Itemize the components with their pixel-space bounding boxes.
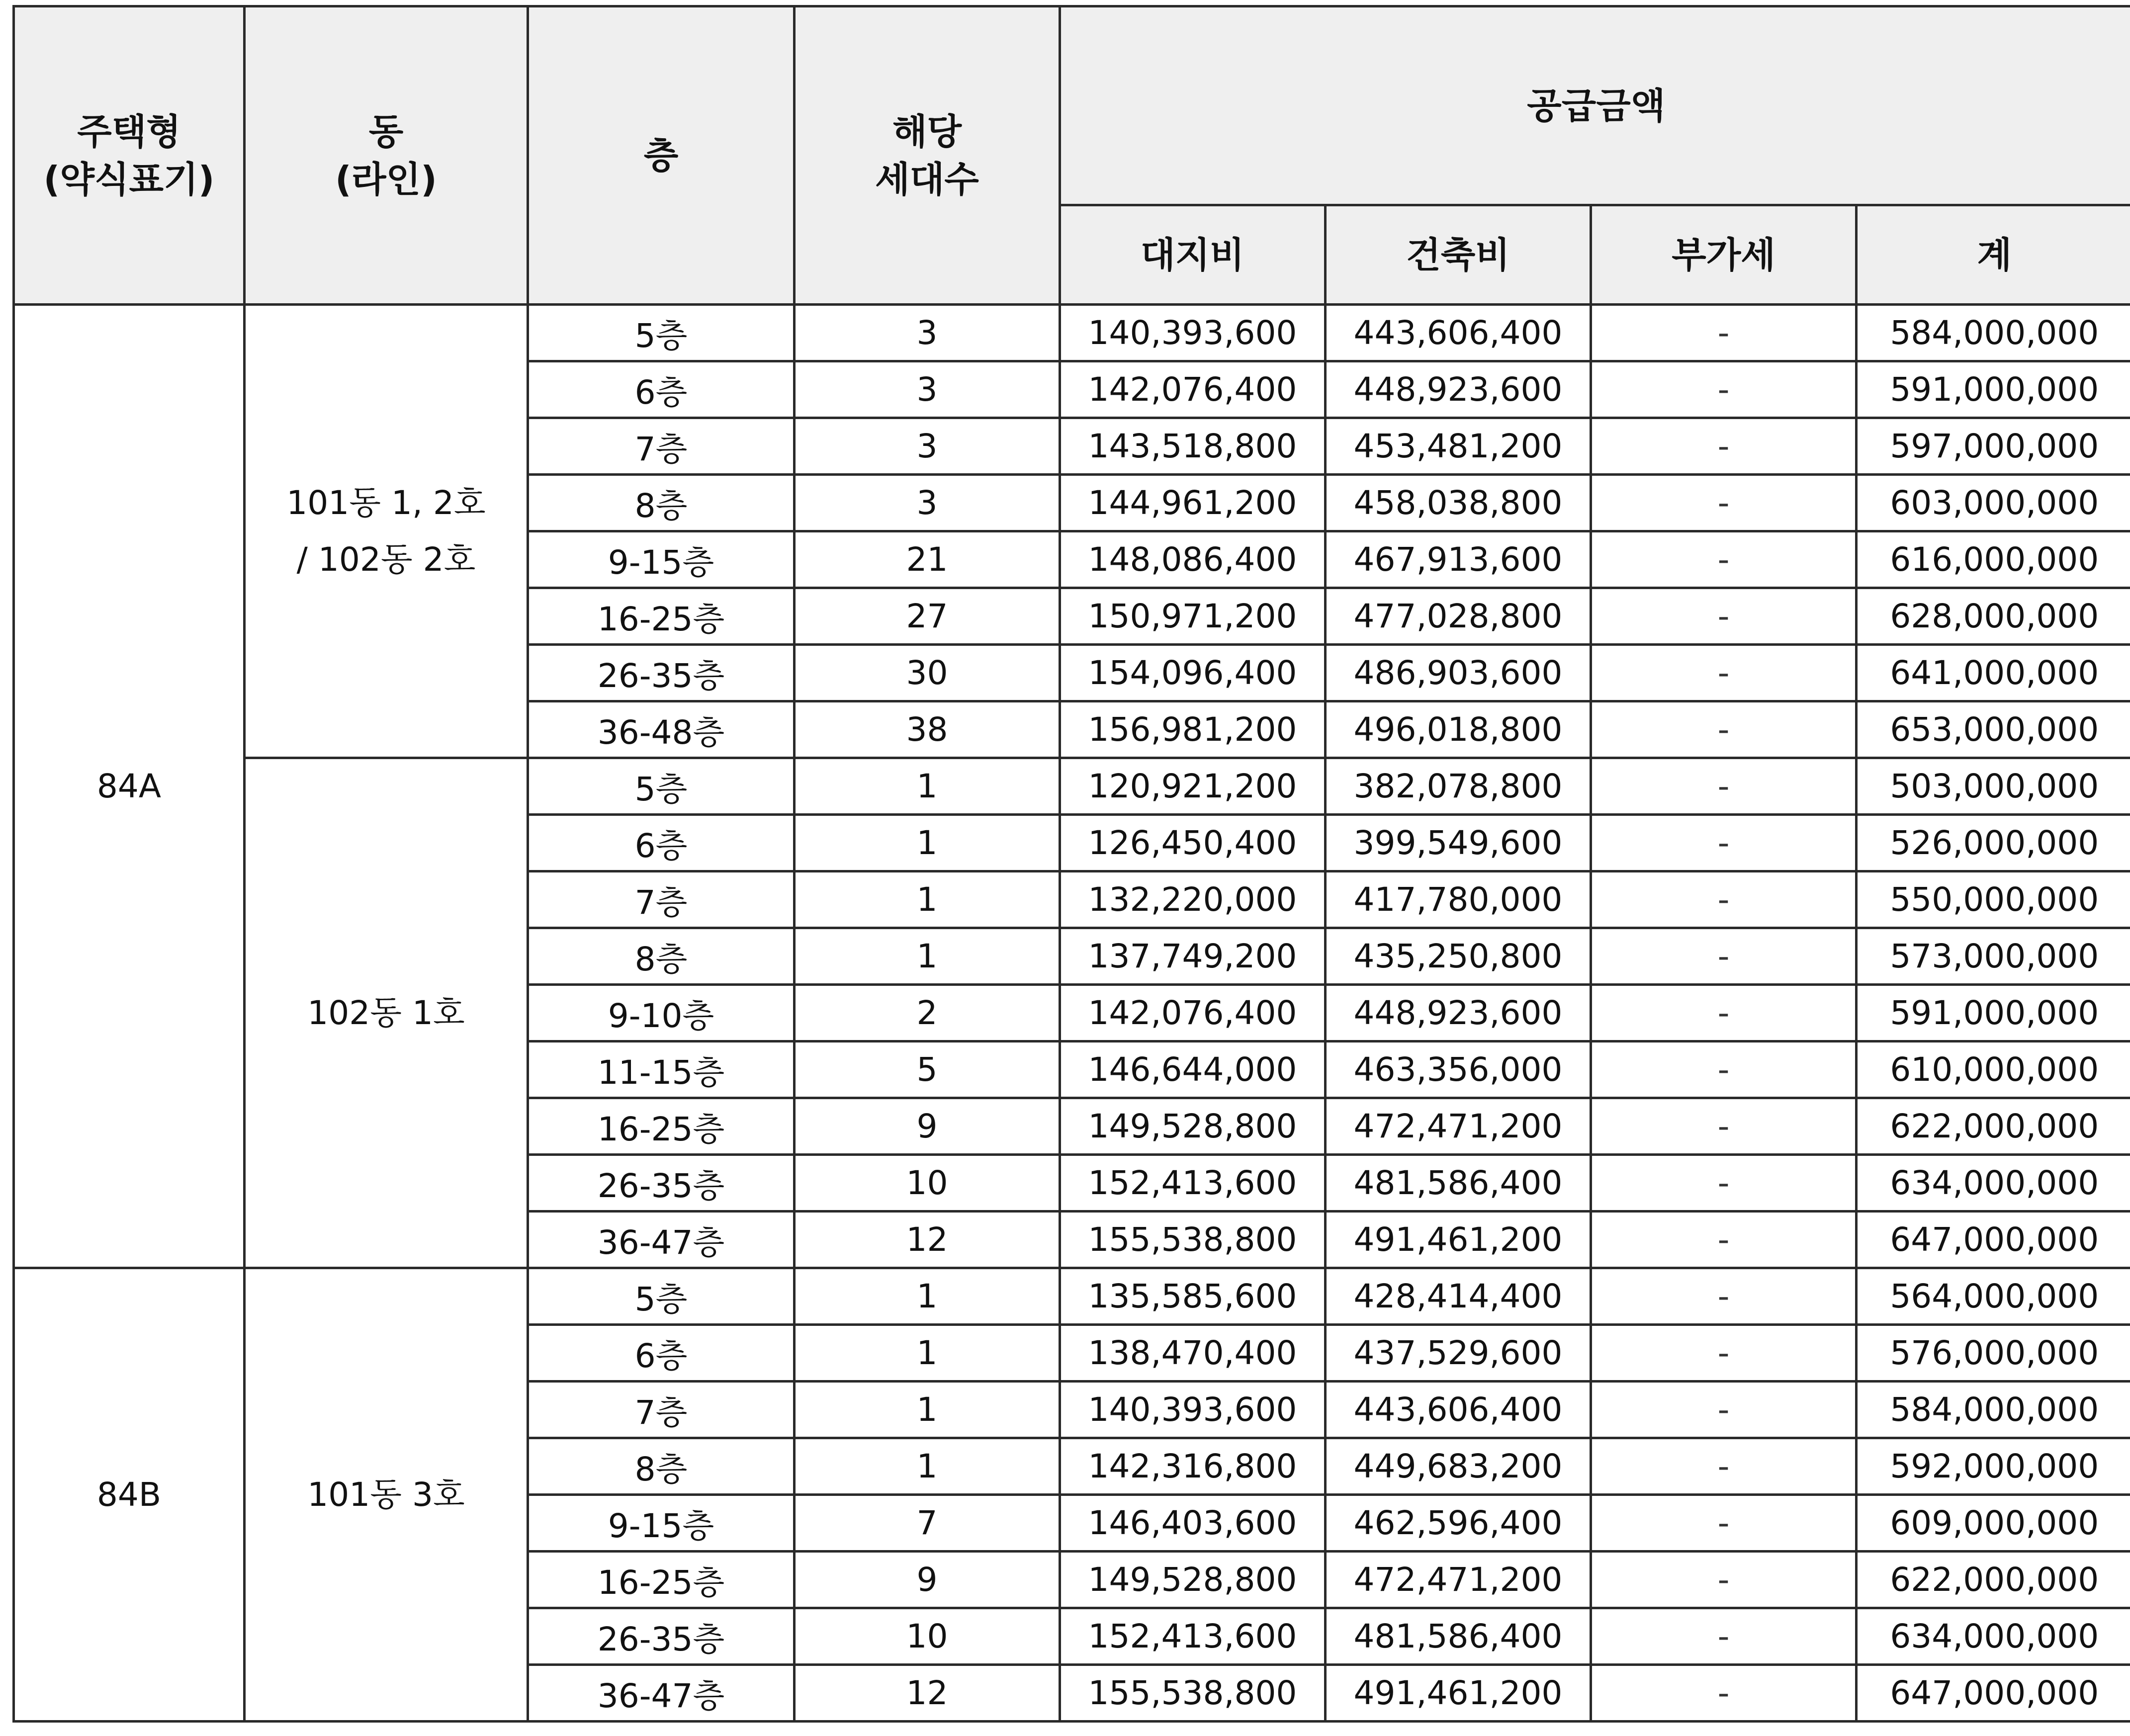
floor-cell: 5층	[528, 1268, 795, 1325]
vat-cell: -	[1591, 1042, 1857, 1098]
households-cell: 9	[795, 1552, 1060, 1608]
floor-cell: 9-15층	[528, 1495, 795, 1552]
floor-cell: 16-25층	[528, 1552, 795, 1608]
households-cell: 1	[795, 871, 1060, 928]
construction-cost-cell: 443,606,400	[1326, 1382, 1591, 1438]
construction-cost-cell: 443,606,400	[1326, 305, 1591, 361]
header-type: 주택형 (약식표기)	[14, 6, 245, 305]
table-header	[14, 6, 2130, 305]
construction-cost-cell: 486,903,600	[1326, 645, 1591, 701]
construction-cost-cell: 462,596,400	[1326, 1495, 1591, 1552]
construction-cost-cell: 481,586,400	[1326, 1155, 1591, 1212]
land-cost-cell: 148,086,400	[1060, 531, 1326, 588]
land-cost-cell: 120,921,200	[1060, 758, 1326, 815]
land-cost-cell: 152,413,600	[1060, 1608, 1326, 1665]
vat-cell: -	[1591, 701, 1857, 758]
construction-cost-cell: 428,414,400	[1326, 1268, 1591, 1325]
households-cell: 21	[795, 531, 1060, 588]
total-cell: 622,000,000	[1857, 1552, 2130, 1608]
building-cell	[245, 758, 528, 1268]
building-line: 102동 1호	[307, 993, 465, 1032]
households-cell: 3	[795, 305, 1060, 361]
total-cell: 584,000,000	[1857, 1382, 2130, 1438]
building-cell	[245, 1268, 528, 1722]
total-cell: 653,000,000	[1857, 701, 2130, 758]
households-cell: 1	[795, 758, 1060, 815]
land-cost-cell: 144,961,200	[1060, 475, 1326, 531]
floor-cell: 26-35층	[528, 1608, 795, 1665]
land-cost-cell: 140,393,600	[1060, 305, 1326, 361]
total-cell: 616,000,000	[1857, 531, 2130, 588]
households-cell: 3	[795, 418, 1060, 475]
land-cost-cell: 149,528,800	[1060, 1552, 1326, 1608]
vat-cell: -	[1591, 305, 1857, 361]
households-cell: 7	[795, 1495, 1060, 1552]
construction-cost-cell: 472,471,200	[1326, 1552, 1591, 1608]
table-row	[14, 305, 2130, 361]
construction-cost-cell: 491,461,200	[1326, 1212, 1591, 1268]
total-cell: 591,000,000	[1857, 361, 2130, 418]
land-cost-cell: 154,096,400	[1060, 645, 1326, 701]
total-cell: 573,000,000	[1857, 928, 2130, 985]
floor-cell: 7층	[528, 871, 795, 928]
households-cell: 9	[795, 1098, 1060, 1155]
vat-cell: -	[1591, 928, 1857, 985]
total-cell: 609,000,000	[1857, 1495, 2130, 1552]
floor-cell: 9-10층	[528, 985, 795, 1042]
header-floor: 층	[528, 6, 795, 305]
construction-cost-cell: 448,923,600	[1326, 361, 1591, 418]
total-cell: 634,000,000	[1857, 1155, 2130, 1212]
building-line: / 102동 2호	[296, 540, 476, 579]
total-cell: 647,000,000	[1857, 1212, 2130, 1268]
households-cell: 10	[795, 1608, 1060, 1665]
building-line: 101동 1, 2호	[286, 483, 486, 522]
vat-cell: -	[1591, 815, 1857, 871]
land-cost-cell: 156,981,200	[1060, 701, 1326, 758]
table-body	[14, 305, 2130, 1722]
total-cell: 503,000,000	[1857, 758, 2130, 815]
construction-cost-cell: 496,018,800	[1326, 701, 1591, 758]
households-cell: 27	[795, 588, 1060, 645]
vat-cell: -	[1591, 645, 1857, 701]
table-row	[14, 758, 2130, 815]
households-cell: 5	[795, 1042, 1060, 1098]
land-cost-cell: 143,518,800	[1060, 418, 1326, 475]
households-cell: 1	[795, 1382, 1060, 1438]
land-cost-cell: 138,470,400	[1060, 1325, 1326, 1382]
land-cost-cell: 132,220,000	[1060, 871, 1326, 928]
construction-cost-cell: 458,038,800	[1326, 475, 1591, 531]
total-cell: 550,000,000	[1857, 871, 2130, 928]
households-cell: 1	[795, 928, 1060, 985]
households-cell: 10	[795, 1155, 1060, 1212]
total-cell: 592,000,000	[1857, 1438, 2130, 1495]
floor-cell: 16-25층	[528, 588, 795, 645]
header-vat: 부가세	[1591, 205, 1857, 305]
total-cell: 622,000,000	[1857, 1098, 2130, 1155]
households-cell: 38	[795, 701, 1060, 758]
floor-cell: 6층	[528, 815, 795, 871]
households-cell: 30	[795, 645, 1060, 701]
header-supply-amount: 공급금액	[1060, 6, 2130, 205]
vat-cell: -	[1591, 531, 1857, 588]
floor-cell: 7층	[528, 1382, 795, 1438]
vat-cell: -	[1591, 1665, 1857, 1722]
floor-cell: 8층	[528, 475, 795, 531]
land-cost-cell: 126,450,400	[1060, 815, 1326, 871]
construction-cost-cell: 477,028,800	[1326, 588, 1591, 645]
floor-cell: 36-47층	[528, 1665, 795, 1722]
construction-cost-cell: 417,780,000	[1326, 871, 1591, 928]
construction-cost-cell: 467,913,600	[1326, 531, 1591, 588]
construction-cost-cell: 437,529,600	[1326, 1325, 1591, 1382]
total-cell: 584,000,000	[1857, 305, 2130, 361]
header-building: 동 (라인)	[245, 6, 528, 305]
households-cell: 2	[795, 985, 1060, 1042]
land-cost-cell: 146,403,600	[1060, 1495, 1326, 1552]
vat-cell: -	[1591, 1552, 1857, 1608]
households-cell: 1	[795, 1268, 1060, 1325]
land-cost-cell: 152,413,600	[1060, 1155, 1326, 1212]
total-cell: 647,000,000	[1857, 1665, 2130, 1722]
vat-cell: -	[1591, 1325, 1857, 1382]
vat-cell: -	[1591, 1098, 1857, 1155]
vat-cell: -	[1591, 588, 1857, 645]
construction-cost-cell: 382,078,800	[1326, 758, 1591, 815]
type-cell: 84B	[14, 1268, 245, 1722]
vat-cell: -	[1591, 1438, 1857, 1495]
floor-cell: 9-15층	[528, 531, 795, 588]
total-cell: 597,000,000	[1857, 418, 2130, 475]
total-cell: 591,000,000	[1857, 985, 2130, 1042]
vat-cell: -	[1591, 871, 1857, 928]
land-cost-cell: 146,644,000	[1060, 1042, 1326, 1098]
land-cost-cell: 140,393,600	[1060, 1382, 1326, 1438]
total-cell: 610,000,000	[1857, 1042, 2130, 1098]
land-cost-cell: 137,749,200	[1060, 928, 1326, 985]
vat-cell: -	[1591, 475, 1857, 531]
construction-cost-cell: 491,461,200	[1326, 1665, 1591, 1722]
vat-cell: -	[1591, 985, 1857, 1042]
vat-cell: -	[1591, 418, 1857, 475]
header-land: 대지비	[1060, 205, 1326, 305]
floor-cell: 6층	[528, 361, 795, 418]
land-cost-cell: 142,316,800	[1060, 1438, 1326, 1495]
construction-cost-cell: 481,586,400	[1326, 1608, 1591, 1665]
construction-cost-cell: 472,471,200	[1326, 1098, 1591, 1155]
header-households: 해당 세대수	[795, 6, 1060, 305]
total-cell: 564,000,000	[1857, 1268, 2130, 1325]
vat-cell: -	[1591, 1608, 1857, 1665]
households-cell: 3	[795, 475, 1060, 531]
floor-cell: 6층	[528, 1325, 795, 1382]
land-cost-cell: 155,538,800	[1060, 1665, 1326, 1722]
construction-cost-cell: 463,356,000	[1326, 1042, 1591, 1098]
floor-cell: 36-48층	[528, 701, 795, 758]
construction-cost-cell: 449,683,200	[1326, 1438, 1591, 1495]
table-row	[14, 1268, 2130, 1325]
households-cell: 3	[795, 361, 1060, 418]
vat-cell: -	[1591, 1212, 1857, 1268]
land-cost-cell: 135,585,600	[1060, 1268, 1326, 1325]
land-cost-cell: 142,076,400	[1060, 985, 1326, 1042]
households-cell: 12	[795, 1212, 1060, 1268]
floor-cell: 5층	[528, 758, 795, 815]
header-construction: 건축비	[1326, 205, 1591, 305]
vat-cell: -	[1591, 1382, 1857, 1438]
type-cell: 84A	[14, 305, 245, 1268]
floor-cell: 11-15층	[528, 1042, 795, 1098]
floor-cell: 26-35층	[528, 645, 795, 701]
households-cell: 1	[795, 1438, 1060, 1495]
total-cell: 628,000,000	[1857, 588, 2130, 645]
vat-cell: -	[1591, 758, 1857, 815]
floor-cell: 36-47층	[528, 1212, 795, 1268]
construction-cost-cell: 435,250,800	[1326, 928, 1591, 985]
construction-cost-cell: 448,923,600	[1326, 985, 1591, 1042]
land-cost-cell: 149,528,800	[1060, 1098, 1326, 1155]
vat-cell: -	[1591, 361, 1857, 418]
vat-cell: -	[1591, 1155, 1857, 1212]
total-cell: 634,000,000	[1857, 1608, 2130, 1665]
supply-price-table	[12, 5, 2130, 1723]
households-cell: 1	[795, 815, 1060, 871]
households-cell: 12	[795, 1665, 1060, 1722]
land-cost-cell: 142,076,400	[1060, 361, 1326, 418]
floor-cell: 16-25층	[528, 1098, 795, 1155]
land-cost-cell: 155,538,800	[1060, 1212, 1326, 1268]
floor-cell: 8층	[528, 928, 795, 985]
households-cell: 1	[795, 1325, 1060, 1382]
vat-cell: -	[1591, 1495, 1857, 1552]
floor-cell: 7층	[528, 418, 795, 475]
building-cell	[245, 305, 528, 758]
construction-cost-cell: 399,549,600	[1326, 815, 1591, 871]
building-line: 101동 3호	[307, 1475, 465, 1514]
land-cost-cell: 150,971,200	[1060, 588, 1326, 645]
header-total: 계	[1857, 205, 2130, 305]
construction-cost-cell: 453,481,200	[1326, 418, 1591, 475]
floor-cell: 5층	[528, 305, 795, 361]
total-cell: 603,000,000	[1857, 475, 2130, 531]
floor-cell: 26-35층	[528, 1155, 795, 1212]
total-cell: 641,000,000	[1857, 645, 2130, 701]
total-cell: 526,000,000	[1857, 815, 2130, 871]
floor-cell: 8층	[528, 1438, 795, 1495]
total-cell: 576,000,000	[1857, 1325, 2130, 1382]
vat-cell: -	[1591, 1268, 1857, 1325]
